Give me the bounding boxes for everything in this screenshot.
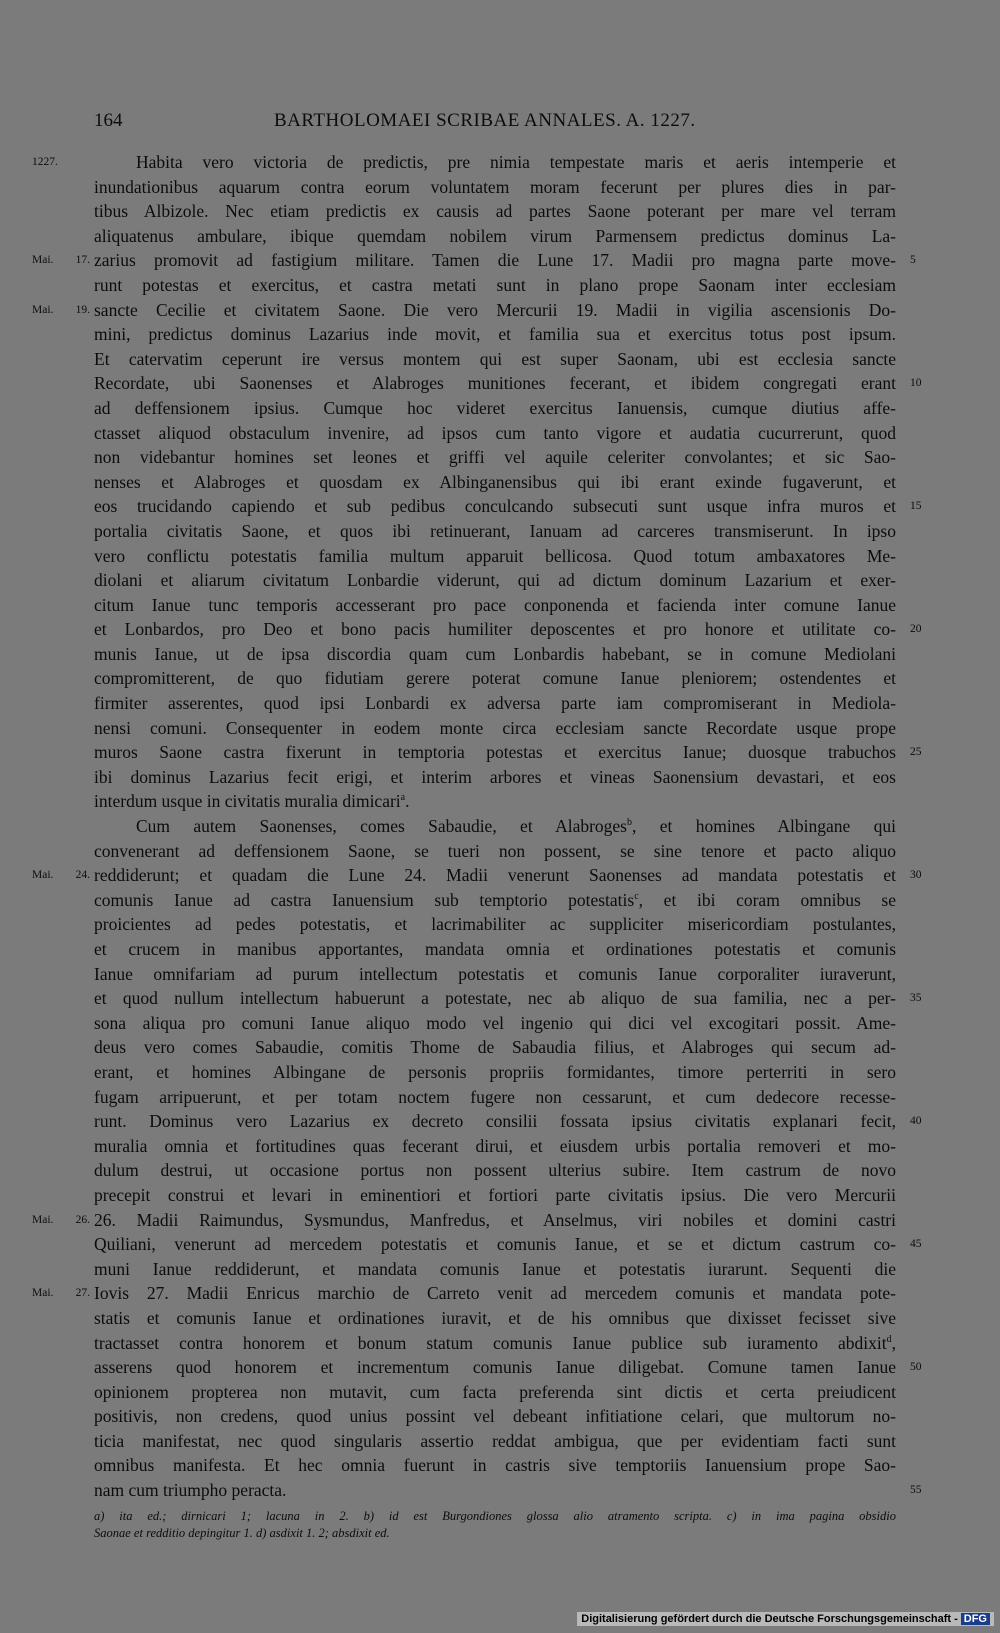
- text-line: [94, 740, 922, 765]
- text-line: [94, 765, 896, 790]
- line-text: reddiderunt; et quadam die Lune 24. Madii venerunt Saonenses ad mandata potestatis et: [94, 865, 896, 886]
- line-text: Quiliani, venerunt ad mercedem potestatis et comunis Ianue, et se et dictum castrum co-: [94, 1234, 896, 1255]
- footnote-marker: b: [627, 817, 632, 829]
- text-line: [32, 1208, 896, 1233]
- text-line: [94, 1035, 896, 1060]
- line-number: 30: [910, 869, 922, 882]
- text-line: [94, 568, 896, 593]
- line-text: Iovis 27. Madii Enricus marchio de Carreto venit ad mercedem comunis et mandata pote-: [94, 1283, 896, 1304]
- line-text: runt potestas et exercitus, et castra metati sunt in plano prope Saonam inter ecclesiam: [94, 274, 896, 295]
- line-text: tractasset contra honorem et bonum statum comunis Ianue publice sub iuramento abdixit: [94, 1332, 887, 1353]
- text-line: [94, 519, 896, 544]
- line-text: runt. Dominus vero Lazarius ex decreto consilii fossata ipsius civitatis explanari fecit,: [94, 1111, 896, 1132]
- page-header: [94, 110, 914, 140]
- line-number: 55: [910, 1484, 922, 1497]
- line-text: citum Ianue tunc temporis accesserant pro pace conponenda et facienda inter comune Ianue: [94, 594, 896, 615]
- line-text: interdum usque in civitatis muralia dimicari: [94, 791, 401, 812]
- margin-date: Mai. 27.: [32, 1287, 90, 1300]
- text-line: [94, 642, 896, 667]
- text-line: [94, 1158, 896, 1183]
- line-text: compromitterent, de quo fidutiam gerere poterat comune Ianue pleniorem; ostendentes et: [94, 668, 896, 689]
- text-line: [94, 839, 896, 864]
- line-text: non videbantur homines set leones et griffi vel aquile celeriter convolantes; et sic Sao-: [94, 447, 896, 468]
- line-text: nensi comuni. Consequenter in eodem monte circa ecclesiam sancte Recordate usque prope: [94, 717, 896, 738]
- dfg-credit: [577, 1612, 994, 1626]
- text-line: [94, 175, 896, 200]
- text-line: [32, 150, 896, 175]
- line-text: ticia manifestat, nec quod singularis assertio reddat ambigua, que per evidentiam facti sunt: [94, 1430, 896, 1451]
- text-line: [94, 396, 896, 421]
- text-line: [94, 273, 896, 298]
- line-text: eos trucidando capiendo et sub pedibus conculcando subsecuti sunt usque infra muros et: [94, 496, 896, 517]
- line-text: Et catervatim ceperunt ire versus montem qui est super Saonam, ubi est ecclesia sancte: [94, 348, 896, 369]
- text-line: [94, 814, 896, 839]
- line-number: 15: [910, 500, 922, 513]
- line-text: 26. Madii Raimundus, Sysmundus, Manfredus, et Anselmus, viri nobiles et domini castri: [94, 1209, 896, 1230]
- line-text: muralia omnia et fortitudines quas fecerant dirui, et eiusdem urbis portalia removeri et mo-: [94, 1135, 896, 1156]
- line-text: sancte Cecilie et civitatem Saone. Die vero Mercurii 19. Madii in vigilia ascensionis Do-: [94, 299, 896, 320]
- footnote-marker: d: [886, 1333, 892, 1345]
- line-number: 50: [910, 1361, 922, 1374]
- line-text: et Lonbardos, pro Deo et bono pacis humiliter deposcentes et pro honore et utilitate co-: [94, 619, 896, 640]
- line-text: comunis Ianue ad castra Ianuensium sub temptorio potestatis: [94, 889, 635, 910]
- line-text: diolani et aliarum civitatum Lonbardie viderunt, qui ad dictum dominum Lazarium et exer-: [94, 570, 896, 591]
- line-text: Habita vero victoria de predictis, pre nimia tempestate maris et aeris intemperie et: [136, 152, 896, 172]
- text-line: [94, 470, 896, 495]
- line-text: nenses et Alabroges et quosdam ex Albinganensibus qui ibi erant exinde fugaverunt, et: [94, 471, 896, 492]
- credit-text: Digitalisierung gefördert durch die Deutsche Forschungsgemeinschaft -: [581, 1613, 958, 1625]
- text-line: [94, 1429, 896, 1454]
- line-text: et quod nullum intellectum habuerunt a potestate, nec ab aliquo de sua familia, nec a per-: [94, 988, 896, 1009]
- line-text: ctasset aliquod obstaculum invenire, ad ipsos cum tanto vigore et audatia cucurrerunt, quod: [94, 422, 896, 443]
- line-text: omnibus manifesta. Et hec omnia fuerunt in castris sive temptoriis Ianuensium prope Sao-: [94, 1455, 896, 1476]
- line-text: ad deffensionem ipsius. Cumque hoc videret exercitus Ianuensis, cumque diutius affe-: [94, 397, 896, 418]
- text-line: [94, 1183, 896, 1208]
- line-text: aliquatenus ambulare, ibique quemdam nobilem virum Parmensem predictus dominus La-: [94, 225, 896, 246]
- line-text: muros Saone castra fixerunt in temptoria potestas et exercitus Ianue; duosque trabuchos: [94, 742, 896, 763]
- line-text-tail: ,: [891, 1332, 896, 1353]
- line-number: 25: [910, 746, 922, 759]
- text-line: [94, 1331, 896, 1356]
- line-text: Recordate, ubi Saonenses et Alabroges munitiones fecerant, et ibidem congregati erant: [94, 373, 896, 394]
- text-line: [94, 322, 896, 347]
- footnote-line: Saonae et redditio depingitur 1. d) asdixit 1. 2; absdixit ed.: [94, 1526, 390, 1540]
- line-text: opinionem propterea non mutavit, cum facta preferenda sint dictis et certa preiudicent: [94, 1381, 896, 1402]
- line-text: ibi dominus Lazarius fecit erigi, et interim arbores et vineas Saonensium devastari, et eos: [94, 766, 896, 787]
- footnote-line: a) ita ed.; dirnicari 1; lacuna in 2. b) id est Burgondiones glossa alio atramento scripta. c) in ima pagina obsidio: [94, 1509, 896, 1523]
- text-line: [94, 1380, 896, 1405]
- text-line: [32, 1281, 896, 1306]
- line-text: munis Ianue, ut de ipsa discordia quam cum Lonbardis habebant, se in comune Mediolani: [94, 643, 896, 664]
- text-line: [32, 248, 916, 273]
- text-line: [94, 224, 896, 249]
- line-text-tail: , et homines Albingane qui: [632, 816, 896, 837]
- text-line: [94, 1404, 896, 1429]
- line-number: 45: [910, 1238, 922, 1251]
- line-text: et crucem in manibus apportantes, mandata omnia et ordinationes potestatis et comunis: [94, 939, 896, 959]
- line-number: 20: [910, 623, 922, 636]
- line-number: 40: [910, 1115, 922, 1128]
- text-line: [94, 199, 896, 224]
- text-line: [94, 1306, 896, 1331]
- margin-date: 1227.: [32, 156, 58, 168]
- line-text: mini, predictus dominus Lazarius inde movit, et familia sua et exercitus totus post ipsum.: [94, 324, 896, 345]
- text-line: [94, 371, 922, 396]
- margin-date: Mai. 24.: [32, 869, 90, 882]
- margin-date: Mai. 17.: [32, 254, 90, 267]
- line-text: tibus Albizole. Nec etiam predictis ex causis ad partes Saone poterant per mare vel terram: [94, 201, 896, 222]
- footnote-marker: a: [400, 792, 406, 804]
- line-text: sona aliqua pro comuni Ianue aliquo modo vel ingenio qui dici vel excogitari possit. Ame-: [94, 1012, 896, 1033]
- text-line: [94, 937, 896, 962]
- line-text: firmiter asserentes, quod ipsi Lonbardi ex adversa parte iam compromiserant in Mediola-: [94, 693, 896, 714]
- text-line: [94, 544, 896, 569]
- line-number: 35: [910, 992, 922, 1005]
- line-text: nam cum triumpho peracta.: [94, 1480, 287, 1501]
- main-text: [32, 150, 922, 1503]
- text-line: [94, 445, 896, 470]
- text-line: [94, 1453, 896, 1478]
- dfg-logo: DFG: [961, 1613, 990, 1625]
- text-line: [94, 691, 896, 716]
- margin-date: Mai. 19.: [32, 303, 90, 316]
- line-text: zarius promovit ad fastigium militare. Tamen die Lune 17. Madii pro magna parte move-: [94, 250, 896, 271]
- line-text: vero conflictu potestatis familia multum apparuit bellicosa. Quod totum ambaxatores Me-: [94, 545, 896, 566]
- line-text: muni Ianue reddiderunt, et mandata comunis Ianue et potestatis iurarunt. Sequenti die: [94, 1258, 896, 1279]
- text-line: [94, 1134, 896, 1159]
- footnote-marker: c: [634, 890, 639, 902]
- line-text: proicientes ad pedes potestatis, et lacrimabiliter ac suppliciter misericordiam postulantes,: [94, 914, 896, 935]
- line-text: erant, et homines Albingane de personis propriis formidantes, timore perterriti in sero: [94, 1061, 896, 1082]
- line-text: positivis, non credens, quod unius possint vel debeant infitiatione celari, que multorum no-: [94, 1406, 896, 1427]
- text-line: [94, 1060, 896, 1085]
- margin-date: Mai. 26.: [32, 1213, 90, 1226]
- text-line: [94, 1257, 896, 1282]
- text-line: [94, 716, 896, 741]
- line-text-tail: , et ibi coram omnibus se: [638, 889, 896, 910]
- text-line: [94, 593, 896, 618]
- text-line: [94, 347, 896, 372]
- footnotes: [94, 1508, 896, 1542]
- line-text: dulum destrui, ut occasione portus non possent ulterius subire. Item castrum de novo: [94, 1160, 896, 1181]
- text-line: [94, 789, 896, 814]
- text-line: [94, 666, 896, 691]
- text-line: [94, 888, 896, 913]
- line-number: 10: [910, 377, 922, 390]
- page-number: 164: [94, 110, 123, 131]
- line-text: Cum autem Saonenses, comes Sabaudie, et Alabroges: [136, 816, 627, 837]
- text-line: [94, 1355, 922, 1380]
- text-line: [94, 617, 922, 642]
- line-text: convenerant ad deffensionem Saone, se tueri non possent, se sine tenore et pacto aliquo: [94, 840, 896, 861]
- text-line: [94, 1085, 896, 1110]
- text-line: [94, 421, 896, 446]
- line-text: portalia civitatis Saone, et quos ibi retinuerant, Ianuam ad carceres transmiserunt. In ipso: [94, 520, 896, 541]
- line-number: 5: [910, 254, 916, 267]
- running-title: BARTHOLOMAEI SCRIBAE ANNALES. A. 1227.: [274, 110, 696, 131]
- line-text: deus vero comes Sabaudie, comitis Thome de Sabaudia filius, et Alabroges qui secum ad-: [94, 1037, 896, 1058]
- text-line: [94, 1109, 922, 1134]
- line-text: Ianue omnifariam ad purum intellectum potestatis et comunis Ianue corporaliter iuraverunt,: [94, 963, 896, 984]
- text-line: [94, 1011, 896, 1036]
- text-line: [94, 494, 922, 519]
- text-line: [94, 912, 896, 937]
- line-text: asserens quod honorem et incrementum comunis Ianue diligebat. Comune tamen Ianue: [94, 1357, 896, 1378]
- text-line: [94, 1478, 922, 1503]
- line-text: fugam arripuerunt, et per totam noctem fugere non cessarunt, et cum dedecore recesse-: [94, 1086, 896, 1107]
- line-text: precepit construi et levari in eminentiori et fortiori parte civitatis ipsius. Die vero Mercurii: [94, 1184, 896, 1205]
- text-line: [32, 863, 922, 888]
- text-line: [94, 986, 922, 1011]
- text-line: [94, 1232, 922, 1257]
- line-text: inundationibus aquarum contra eorum voluntatem moram fecerunt per plures dies in par-: [94, 176, 896, 197]
- line-text-tail: .: [405, 791, 410, 812]
- line-text: statis et comunis Ianue et ordinationes iuravit, et de his omnibus que dixisset fecisset sive: [94, 1307, 896, 1328]
- text-line: [94, 962, 896, 987]
- text-line: [32, 298, 896, 323]
